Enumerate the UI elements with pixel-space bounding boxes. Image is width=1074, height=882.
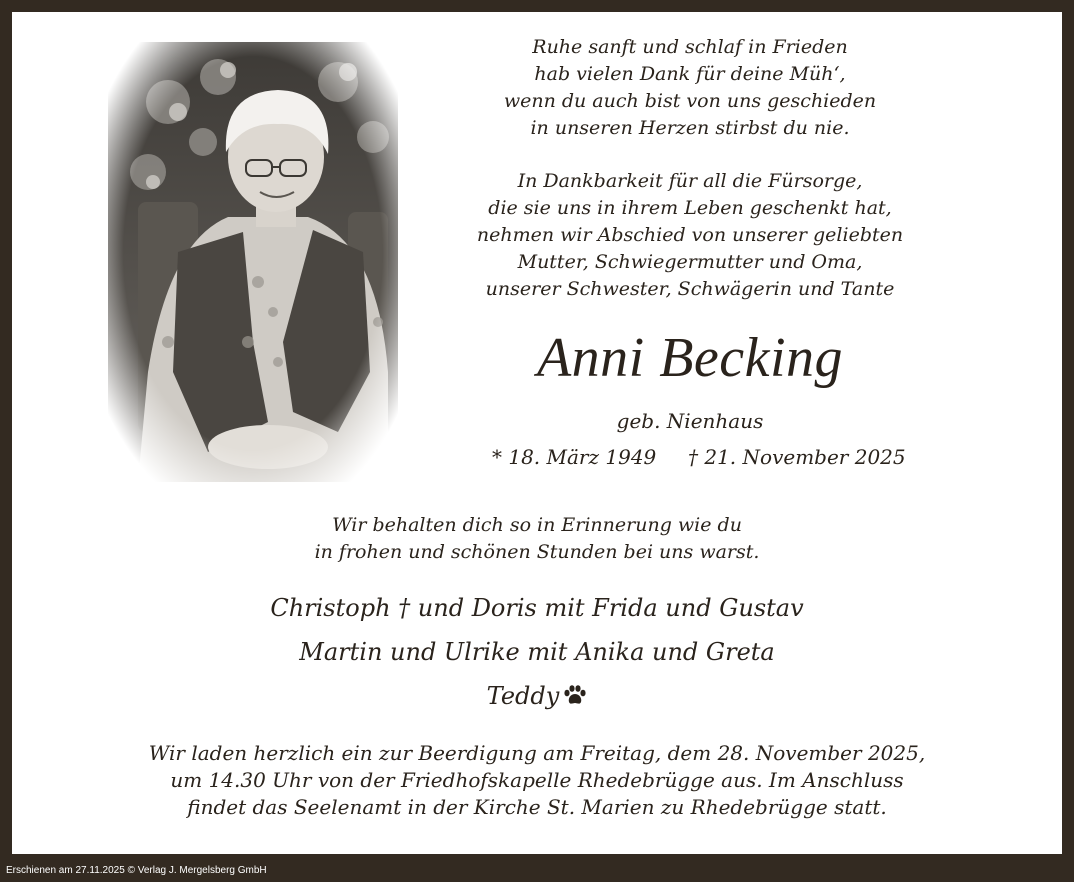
invitation-line: Wir laden herzlich ein zur Beerdigung am Freitag, dem 28. November 2025, bbox=[148, 741, 926, 765]
gratitude-text bbox=[430, 168, 950, 303]
family-line-pet bbox=[162, 674, 912, 718]
verse-line: in unseren Herzen stirbst du nie. bbox=[530, 117, 850, 139]
gratitude-line: In Dankbarkeit für all die Fürsorge, bbox=[517, 170, 863, 192]
gratitude-line: Mutter, Schwiegermutter und Oma, bbox=[517, 251, 863, 273]
birth-name: geb. Nienhaus bbox=[616, 409, 764, 433]
death-date: † 21. November 2025 bbox=[688, 445, 906, 469]
birth-date: * 18. März 1949 bbox=[492, 445, 657, 469]
obituary-card bbox=[12, 12, 1062, 854]
deceased-name: Anni Becking bbox=[536, 327, 844, 389]
memory-text bbox=[212, 512, 862, 566]
funeral-invitation bbox=[112, 740, 962, 821]
family-line: Martin und Ulrike mit Anika und Greta bbox=[299, 638, 775, 666]
publication-footer: Erschienen am 27.11.2025 © Verlag J. Mergelsberg GmbH bbox=[6, 865, 267, 876]
invitation-line: findet das Seelenamt in der Kirche St. Marien zu Rhedebrügge statt. bbox=[187, 795, 887, 819]
verse-line: Ruhe sanft und schlaf in Frieden bbox=[532, 36, 848, 58]
verse-line: hab vielen Dank für deine Müh‘, bbox=[534, 63, 846, 85]
memory-line: Wir behalten dich so in Erinnerung wie du bbox=[332, 514, 742, 536]
gratitude-line: die sie uns in ihrem Leben geschenkt hat, bbox=[488, 197, 892, 219]
paw-print-icon bbox=[563, 676, 587, 698]
memory-line: in frohen und schönen Stunden bei uns warst. bbox=[314, 541, 760, 563]
gratitude-line: nehmen wir Abschied von unserer geliebten bbox=[476, 224, 904, 246]
invitation-line: um 14.30 Uhr von der Friedhofskapelle Rhedebrügge aus. Im Anschluss bbox=[170, 768, 904, 792]
family-line: Christoph † und Doris mit Frida und Gustav bbox=[270, 594, 804, 622]
family-list bbox=[162, 586, 912, 718]
gratitude-line: unserer Schwester, Schwägerin und Tante bbox=[485, 278, 895, 300]
portrait-photo bbox=[108, 42, 398, 482]
verse bbox=[430, 34, 950, 142]
pet-name: Teddy bbox=[486, 682, 560, 710]
verse-line: wenn du auch bist von uns geschieden bbox=[503, 90, 877, 112]
